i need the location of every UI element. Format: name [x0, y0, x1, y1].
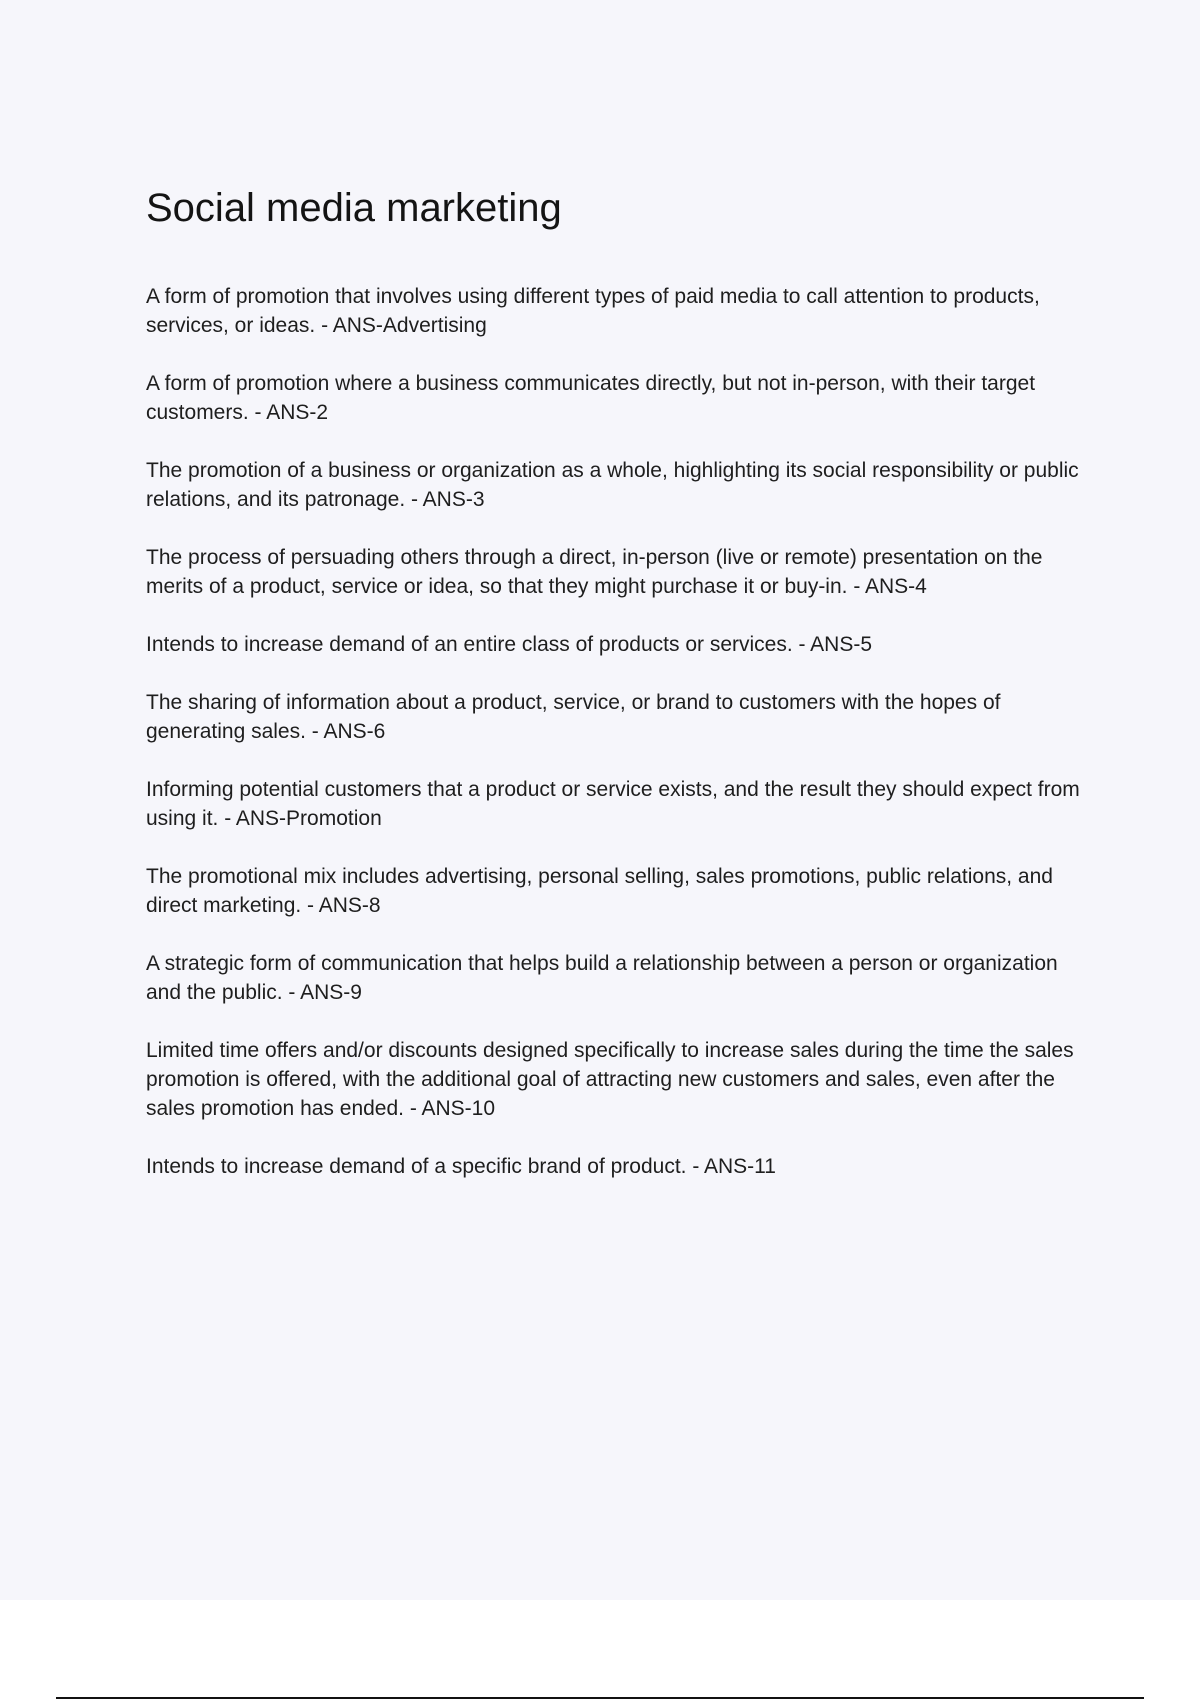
qa-entry: The process of persuading others through a direct, in-person (live or remote) presentation on the merits of a product, service or idea, so that they might purchase it or buy-in. - ANS-4: [146, 546, 1043, 598]
qa-entry: Intends to increase demand of an entire class of products or services. - ANS-5: [146, 633, 873, 656]
qa-entry: A strategic form of communication that helps build a relationship between a person or organization and the public. - ANS-9: [146, 952, 1058, 1004]
qa-entry: Informing potential customers that a product or service exists, and the result they should expect from using it. - ANS-Promotion: [146, 778, 1080, 830]
qa-entry: Intends to increase demand of a specific brand of product. - ANS-11: [146, 1155, 776, 1178]
qa-entry: The promotion of a business or organization as a whole, highlighting its social responsibility or public relations, and its patronage. - ANS-3: [146, 459, 1079, 511]
qa-entry: A form of promotion that involves using different types of paid media to call attention to products, services, or ideas. - ANS-Advertising: [146, 285, 1040, 337]
document-body: [146, 180, 1096, 1210]
footer-divider: [56, 1697, 1144, 1699]
qa-entry: The promotional mix includes advertising, personal selling, sales promotions, public relations, and direct marketing. - ANS-8: [146, 865, 1053, 917]
qa-entry: The sharing of information about a product, service, or brand to customers with the hopes of generating sales. - ANS-6: [146, 691, 1001, 743]
qa-entry: A form of promotion where a business communicates directly, but not in-person, with their target customers. - ANS-2: [146, 372, 1036, 424]
qa-entry: Limited time offers and/or discounts designed specifically to increase sales during the time the sales promotion is offered, with the additional goal of attracting new customers and sales, even after the sales promotion has ended. - ANS-10: [146, 1039, 1074, 1120]
page-title: Social media marketing: [146, 186, 562, 230]
